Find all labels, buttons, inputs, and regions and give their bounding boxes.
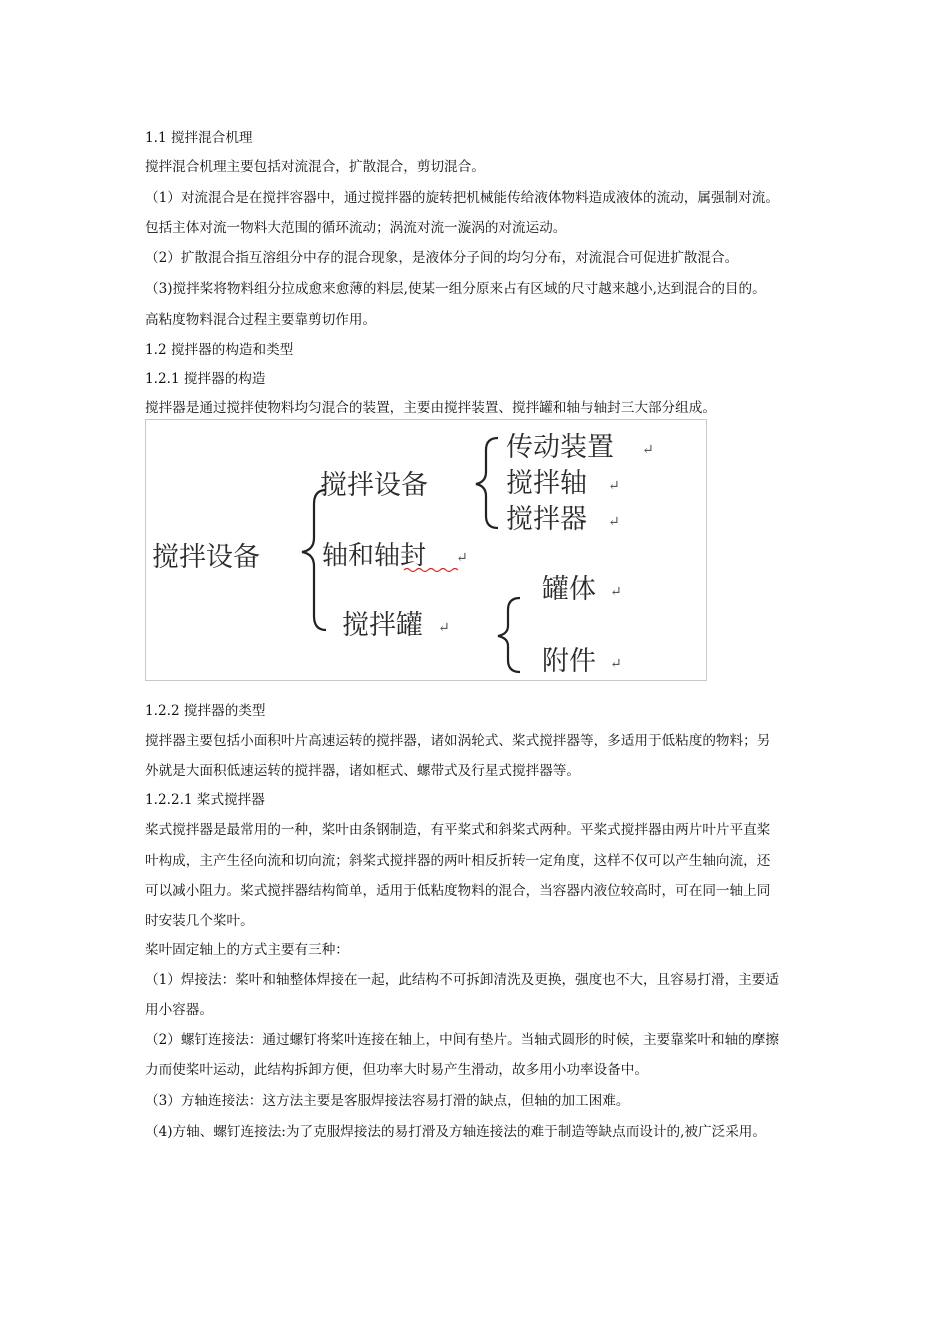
paragraph: 搅拌混合机理主要包括对流混合，扩散混合，剪切混合。 xyxy=(145,159,485,175)
paragraph: （2）螺钉连接法：通过螺钉将桨叶连接在轴上，中间有垫片。当轴式圆形的时候，主要靠桨叶和轴的摩擦 xyxy=(145,1032,779,1048)
diagram-leaf-accessories: 附件 xyxy=(542,646,596,677)
paragraph: 用小容器。 xyxy=(145,1002,213,1018)
paragraph: 桨式搅拌器是最常用的一种，桨叶由条钢制造，有平桨式和斜桨式两种。平桨式搅拌器由两片叶片平直桨 xyxy=(145,822,771,838)
paragraph: 可以减小阻力。桨式搅拌器结构简单，适用于低粘度物料的混合，当容器内液位较高时，可在同一轴上同 xyxy=(145,883,771,899)
paragraph: （2）扩散混合指互溶组分中存的混合现象，是液体分子间的均匀分布，对流混合可促进扩散混合。 xyxy=(145,250,739,266)
heading-1-2-2: 1.2.2 搅拌器的类型 xyxy=(145,703,266,719)
diagram-leaf-drive: 传动装置 xyxy=(506,432,614,463)
diagram-leaf-tank-body: 罐体 xyxy=(542,574,596,605)
heading-1-2: 1.2 搅拌器的构造和类型 xyxy=(145,342,294,358)
paragraph: （3）方轴连接法：这方法主要是客服焊接法容易打滑的缺点，但轴的加工困难。 xyxy=(145,1093,630,1109)
lower-brace xyxy=(498,598,520,672)
diagram-leaf-shaft: 搅拌轴 xyxy=(506,468,587,499)
paragraph-mark: ↵ xyxy=(642,442,654,458)
paragraph-mark: ↵ xyxy=(438,620,450,636)
paragraph-mark: ↵ xyxy=(608,514,620,530)
paragraph: 力而使桨叶运动，此结构拆卸方便，但功率大时易产生滑动，故多用小功率设备中。 xyxy=(145,1062,648,1078)
paragraph: 搅拌器是通过搅拌使物料均匀混合的装置，主要由搅拌装置、搅拌罐和轴与轴封三大部分组成。 xyxy=(145,400,716,416)
paragraph: 外就是大面积低速运转的搅拌器，诸如框式、螺带式及行星式搅拌器等。 xyxy=(145,763,580,779)
structure-diagram-svg xyxy=(146,420,708,682)
paragraph: 包括主体对流一物料大范围的循环流动；涡流对流一漩涡的对流运动。 xyxy=(145,220,567,236)
paragraph-mark: ↵ xyxy=(608,478,620,494)
paragraph: 叶构成，主产生径向流和切向流；斜桨式搅拌器的两叶相反折转一定角度，这样不仅可以产生轴向流，还 xyxy=(145,853,771,869)
paragraph-mark: ↵ xyxy=(456,550,468,566)
paragraph: 桨叶固定轴上的方式主要有三种： xyxy=(145,942,349,958)
heading-1-1: 1.1 搅拌混合机理 xyxy=(145,130,253,146)
paragraph: （1）对流混合是在搅拌容器中，通过搅拌器的旋转把机械能传给液体物料造成液体的流动，属强制对流。 xyxy=(145,190,779,206)
paragraph: （1）焊接法：桨叶和轴整体焊接在一起，此结构不可拆卸清洗及更换，强度也不大，且容易打滑，主要适 xyxy=(145,972,779,988)
paragraph: 高粘度物料混合过程主要靠剪切作用。 xyxy=(145,312,377,328)
heading-1-2-1: 1.2.1 搅拌器的构造 xyxy=(145,371,266,387)
paragraph: （3)搅拌桨将物料组分拉成愈来愈薄的料层,使某一组分原来占有区域的尺寸越来越小,达到混合的目的。 xyxy=(145,281,766,297)
upper-brace xyxy=(476,438,498,528)
paragraph: （4)方轴、螺钉连接法:为了克服焊接法的易打滑及方轴连接法的难于制造等缺点而设计的,被广泛采用。 xyxy=(145,1124,766,1140)
structure-diagram xyxy=(145,419,707,681)
diagram-leaf-agitator: 搅拌器 xyxy=(506,504,587,535)
paragraph: 时安装几个桨叶。 xyxy=(145,913,254,929)
paragraph: 搅拌器主要包括小面积叶片高速运转的搅拌器，诸如涡轮式、桨式搅拌器等，多适用于低粘度的物料；另 xyxy=(145,733,771,749)
diagram-branch-tank: 搅拌罐 xyxy=(342,610,423,641)
paragraph-mark: ↵ xyxy=(610,584,622,600)
diagram-root-label: 搅拌设备 xyxy=(152,542,260,573)
heading-1-2-2-1: 1.2.2.1 桨式搅拌器 xyxy=(145,792,265,808)
diagram-branch-equipment: 搅拌设备 xyxy=(320,470,428,501)
paragraph-mark: ↵ xyxy=(610,656,622,672)
diagram-branch-shaft-seal: 轴和轴封 xyxy=(322,541,427,571)
